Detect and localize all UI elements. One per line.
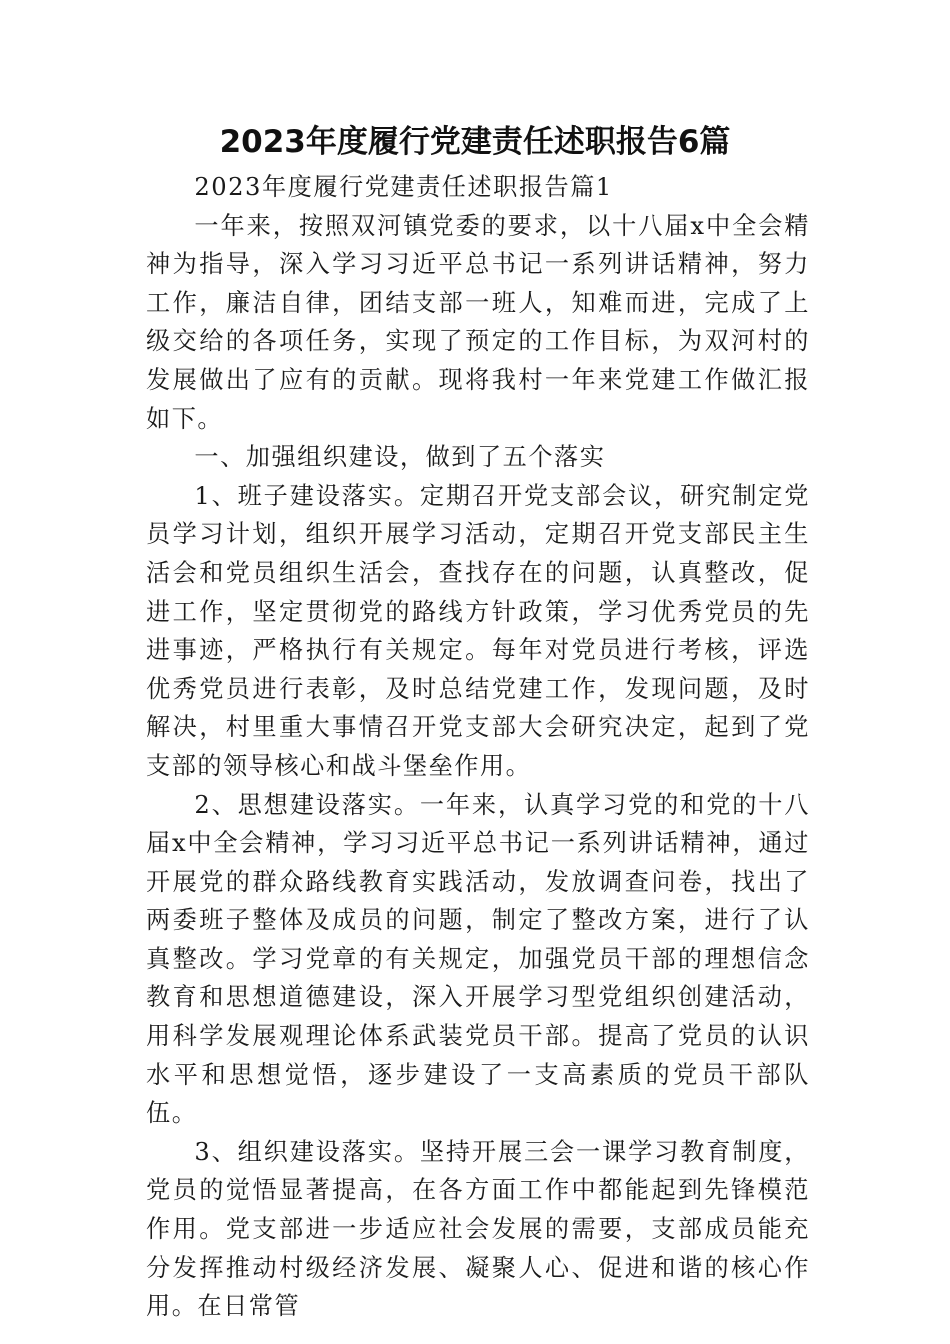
body-paragraph: 1、班子建设落实。定期召开党支部会议，研究制定党员学习计划，组织开展学习活动，定期召开党支部民主生活会和党员组织生活会，查找存在的问题，认真整改，促进工作，坚定贯彻党的路线方针政策，学习优秀党员的先进事迹，严格执行有关规定。每年对党员进行考核，评选优秀党员进行表彰，及时总结党建工作，发现问题，及时解决，村里重大事情召开党支部大会研究决定，起到了党支部的领导核心和战斗堡垒作用。 <box>146 481 810 780</box>
body-paragraph: 2、思想建设落实。一年来，认真学习党的和党的十八届x中全会精神，学习习近平总书记一系列讲话精神，通过开展党的群众路线教育实践活动，发放调查问卷，找出了两委班子整体及成员的问题，制定了整改方案，进行了认真整改。学习党章的有关规定，加强党员干部的理想信念教育和思想道德建设，深入开展学习型党组织创建活动，用科学发展观理论体系武装党员干部。提高了党员的认识水平和思想觉悟，逐步建设了一支高素质的党员干部队伍。 <box>146 790 810 1128</box>
document-body <box>146 168 810 1326</box>
subtitle-paragraph: 2023年度履行党建责任述职报告篇1 <box>194 173 613 201</box>
document-title: 2023年度履行党建责任述职报告6篇 <box>219 124 731 160</box>
section-heading: 一、加强组织建设，做到了五个落实 <box>194 443 606 472</box>
intro-paragraph: 一年来，按照双河镇党委的要求，以十八届x中全会精神为指导，深入学习习近平总书记一系列讲话精神，努力工作，廉洁自律，团结支部一班人，知难而进，完成了上级交给的各项任务，实现了预定的工作目标，为双河村的发展做出了应有的贡献。现将我村一年来党建工作做汇报如下。 <box>146 211 810 433</box>
body-paragraph: 3、组织建设落实。坚持开展三会一课学习教育制度，党员的觉悟显著提高，在各方面工作中都能起到先锋模范作用。党支部进一步适应社会发展的需要，支部成员能充分发挥推动村级经济发展、凝聚人心、促进和谐的核心作用。在日常管 <box>146 1137 810 1321</box>
